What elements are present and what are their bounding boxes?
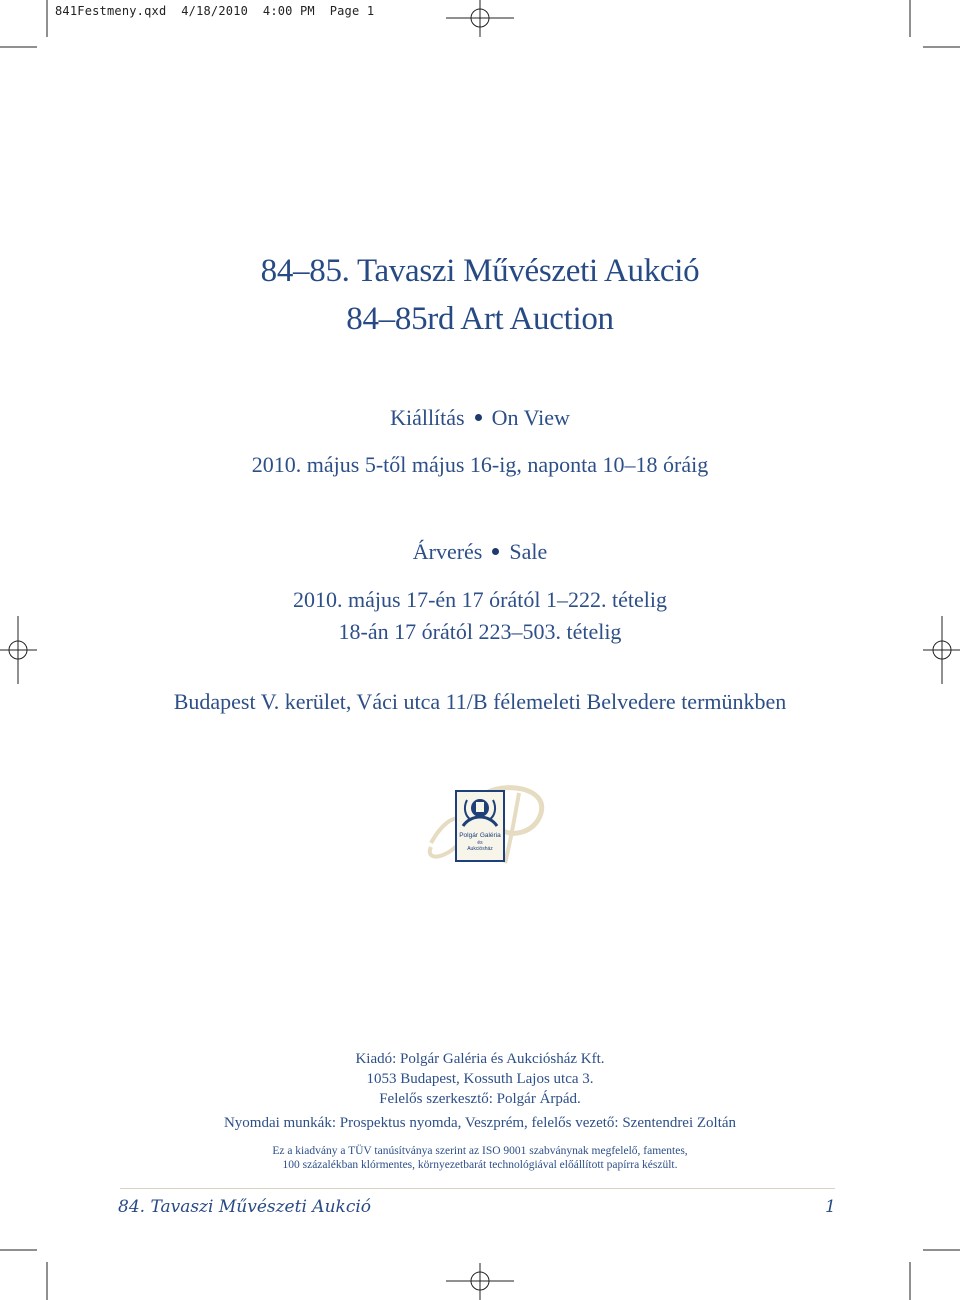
exhibition-label-en: On View	[491, 405, 570, 430]
imprint-certification-2: 100 százalékban klórmentes, környezetbarát technológiával előállított papírra készült.	[282, 1159, 678, 1171]
page-number: 1	[825, 1197, 836, 1217]
title-hu: 84–85. Tavaszi Művészeti Aukció	[260, 253, 700, 289]
sale-line-2: 18-án 17 órától 223–503. tételig	[338, 619, 622, 644]
exhibition-heading	[0, 405, 960, 431]
imprint-address: 1053 Budapest, Kossuth Lajos utca 3.	[366, 1071, 594, 1087]
registration-mark-bottom	[446, 1263, 514, 1300]
printer-slug: 841Festmeny.qxd 4/18/2010 4:00 PM Page 1	[55, 4, 375, 18]
imprint-certification-1: Ez a kiadvány a TÜV tanúsítványa szerint az ISO 9001 szabványnak megfelelő, famentes,	[272, 1145, 688, 1157]
imprint-editor: Felelős szerkesztő: Polgár Árpád.	[379, 1091, 581, 1107]
title-en: 84–85rd Art Auction	[346, 301, 614, 337]
venue: Budapest V. kerület, Váci utca 11/B félemeleti Belvedere termünkben	[173, 689, 787, 714]
logo-badge	[455, 790, 505, 862]
logo-conj: és	[477, 840, 483, 846]
bullet-icon	[492, 548, 499, 555]
sale-label-hu: Árverés	[412, 539, 483, 564]
sale-line-1: 2010. május 17-én 17 órától 1–222. tételig	[293, 587, 667, 612]
polgar-logo	[423, 785, 553, 870]
exhibition-label-hu: Kiállítás	[390, 405, 465, 430]
sale-label-en: Sale	[509, 539, 548, 564]
registration-mark-left	[0, 616, 37, 684]
imprint-publisher: Kiadó: Polgár Galéria és Aukciósház Kft.	[355, 1051, 605, 1067]
running-title: 84. Tavaszi Művészeti Aukció	[118, 1197, 372, 1217]
imprint-printing: Nyomdai munkák: Prospektus nyomda, Veszprém, felelős vezető: Szentendrei Zoltán	[223, 1115, 737, 1131]
logo-emblem-icon	[457, 794, 503, 832]
logo-house: Aukciósház	[467, 846, 493, 852]
registration-mark-top	[446, 0, 514, 37]
exhibition-dates: 2010. május 5-től május 16-ig, naponta 10–18 óráig	[251, 452, 709, 477]
registration-mark-right	[923, 616, 960, 684]
footer-rule	[120, 1188, 835, 1189]
logo-name: Polgár Galéria	[459, 832, 501, 839]
bullet-icon	[475, 414, 482, 421]
sale-heading	[0, 539, 960, 565]
